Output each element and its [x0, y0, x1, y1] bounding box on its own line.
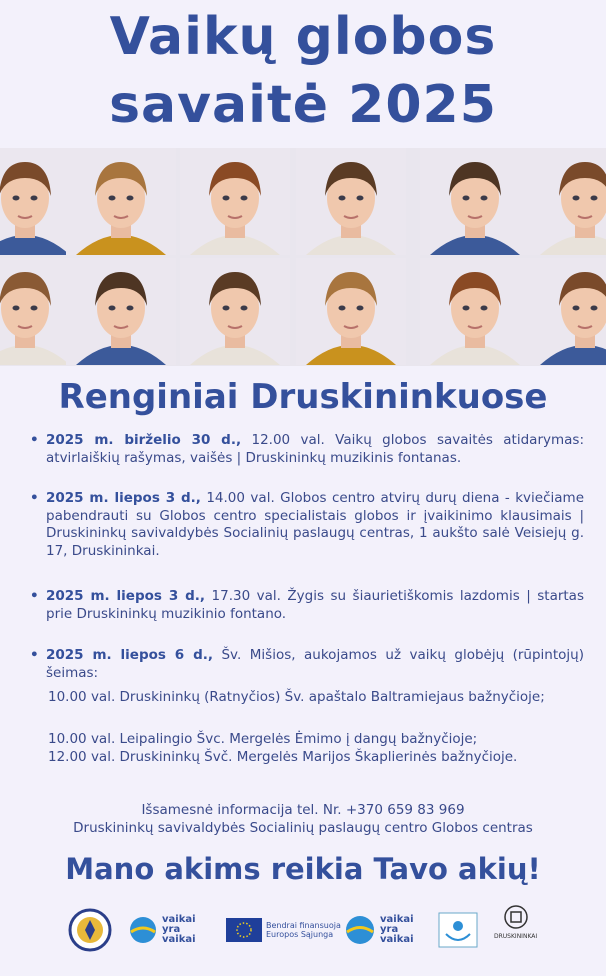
druskininkai-label: DRUSKININKAI [494, 933, 538, 940]
event-item [28, 490, 584, 588]
contact-info [0, 801, 606, 837]
event-text: 12.00 val. Vaikų globos savaitės atidarymas: atvirlaiškių rašymas, vaišės | Druskininkų muzikinis fontanas. [46, 432, 584, 466]
event-text: 14.00 val. Globos centro atvirų durų diena - kviečiame pabendrauti su Globos centro specialistais globos ir įvaikinimo klausimais | Druskininkų savivaldybės Socialinių paslaugų centras, 1 aukšto salė Veisiejų g. 17, Druskininkai. [46, 490, 584, 559]
sponsor-logos [60, 904, 550, 956]
contact-organization: Druskininkų savivaldybės Socialinių paslaugų centro Globos centras [73, 820, 533, 836]
section-title: Renginiai Druskininkuose [58, 377, 548, 417]
child-portrait [530, 258, 606, 365]
vaikai-label: vaikai [162, 934, 196, 945]
eu-cofunding-logo [226, 904, 341, 956]
child-portrait [420, 148, 530, 255]
yra-label: yra [162, 924, 181, 935]
event-item [28, 647, 584, 683]
social-services-logo [438, 904, 478, 956]
eu-label-line2: Europos Sąjunga [266, 930, 334, 939]
vaikai-label: vaikai [162, 914, 196, 925]
druskininkai-logo [494, 904, 537, 956]
vaikai-label: vaikai [380, 934, 414, 945]
event-item [28, 432, 584, 490]
eu-label-line1: Bendrai finansuoja [266, 921, 341, 930]
druskininkai-emblem-icon [503, 904, 529, 930]
event-text: 17.30 val. Žygis su šiaurietiškomis lazdomis | startas prie Druskininkų muzikinio fontano. [46, 588, 584, 622]
vaikai-label: vaikai [380, 914, 414, 925]
mass-item: 10.00 val. Leipalingio Švc. Mergelės Ėmimo į dangų bažnyčioje; [48, 731, 478, 747]
mass-item: 10.00 val. Druskininkų (Ratnyčios) Šv. apaštalo Baltramiejaus bažnyčioje; [48, 689, 545, 705]
globe-icon [344, 914, 376, 946]
poster-title-line-1: Vaikų globos [109, 7, 497, 67]
child-portrait [296, 258, 406, 365]
child-portrait [66, 148, 176, 255]
child-portrait [66, 258, 176, 365]
child-portrait [296, 148, 406, 255]
emblem-logo [68, 904, 112, 956]
vaikai-yra-vaikai-logo-2 [344, 904, 414, 956]
mass-item: 12.00 val. Druskininkų Švč. Mergelės Marijos Škaplierinės bažnyčioje. [48, 749, 518, 765]
poster-title-line-2: savaitė 2025 [109, 75, 497, 135]
event-text: Šv. Mišios, aukojamos už vaikų globėjų (rūpintojų) šeimas: [46, 647, 584, 681]
child-portrait [180, 258, 290, 365]
event-date: 2025 m. liepos 3 d., [46, 490, 201, 506]
child-portrait [180, 148, 290, 255]
hands-icon [438, 912, 478, 948]
event-date: 2025 m. liepos 6 d., [46, 647, 214, 663]
yra-label: yra [380, 924, 399, 935]
eu-flag-icon [226, 918, 262, 942]
vaikai-yra-vaikai-logo [128, 904, 196, 956]
child-portrait [530, 148, 606, 255]
slogan: Mano akims reikia Tavo akių! [65, 852, 541, 886]
event-item [28, 588, 584, 647]
globe-icon [128, 915, 158, 945]
contact-phone: Išsamesnė informacija tel. Nr. +370 659 83 969 [141, 802, 465, 818]
event-list [28, 432, 584, 683]
event-date: 2025 m. birželio 30 d., [46, 432, 242, 448]
emblem-icon [68, 908, 112, 952]
children-photo-grid [0, 148, 606, 366]
event-date: 2025 m. liepos 3 d., [46, 588, 206, 604]
child-portrait [420, 258, 530, 365]
